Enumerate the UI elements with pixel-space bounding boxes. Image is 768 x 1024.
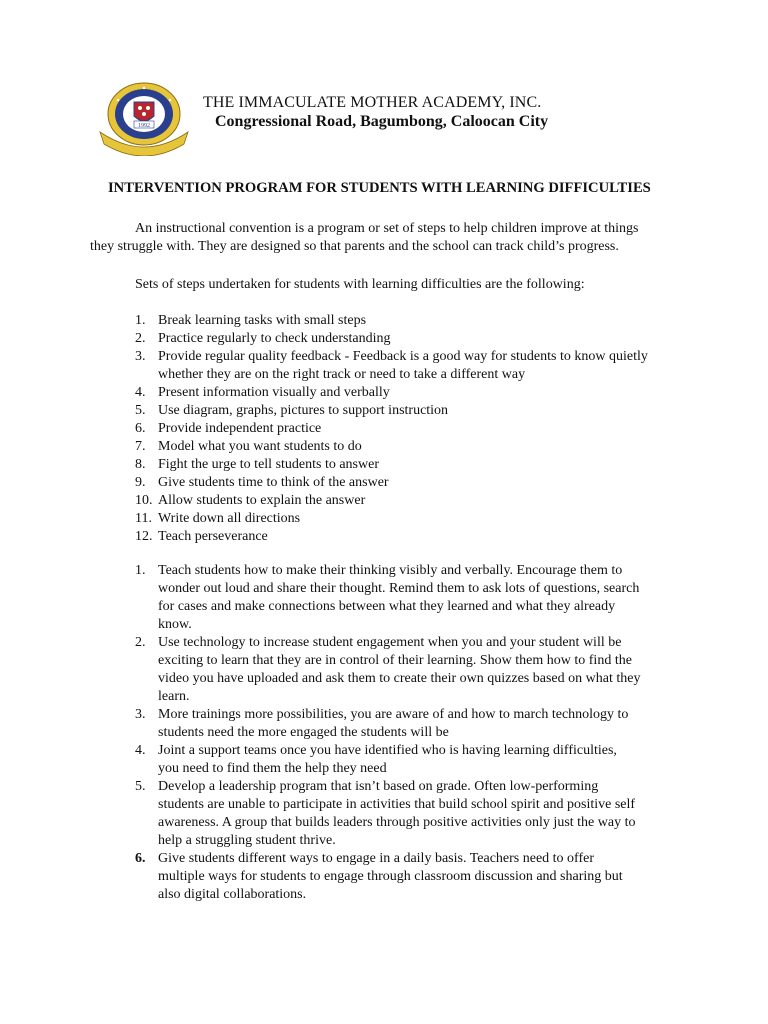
intro-paragraph	[90, 220, 690, 256]
item-text: Present information visually and verbally	[158, 385, 390, 400]
item-text: Break learning tasks with small steps	[158, 313, 367, 328]
item-number: 6.	[135, 421, 146, 436]
item-text: Fight the urge to tell students to answer	[158, 457, 379, 472]
item-text: Teach perseverance	[158, 529, 268, 544]
item-line: also digital collaborations.	[158, 887, 307, 902]
list-item	[135, 438, 670, 456]
item-line: Teach students how to make their thinking visibly and verbally. Encourage them to	[158, 563, 623, 578]
item-number: 1.	[135, 563, 146, 578]
list-item	[135, 562, 685, 634]
school-seal-logo	[96, 80, 192, 156]
item-number: 6.	[135, 851, 146, 866]
intro-line: they struggle with. They are designed so that parents and the school can track child’s progress.	[90, 239, 619, 254]
item-number: 12.	[135, 529, 153, 544]
item-number: 8.	[135, 457, 146, 472]
item-number: 3.	[135, 349, 146, 364]
list-item	[135, 384, 670, 402]
strategies-list	[135, 562, 685, 904]
document-title: INTERVENTION PROGRAM FOR STUDENTS WITH LEARNING DIFFICULTIES	[108, 180, 651, 196]
list-item	[135, 634, 685, 706]
list-item	[135, 510, 670, 528]
list-item	[135, 330, 670, 348]
list-item	[135, 420, 670, 438]
item-line: video you have uploaded and ask them to create their own quizzes based on what they	[158, 671, 641, 686]
steps-list	[135, 312, 670, 546]
item-number: 4.	[135, 385, 146, 400]
item-number: 5.	[135, 779, 146, 794]
item-line: Joint a support teams once you have identified who is having learning difficulties,	[158, 743, 617, 758]
item-text: Use diagram, graphs, pictures to support instruction	[158, 403, 449, 418]
item-number: 2.	[135, 331, 146, 346]
item-number: 1.	[135, 313, 146, 328]
school-name: THE IMMACULATE MOTHER ACADEMY, INC.	[203, 94, 542, 111]
list-item	[135, 312, 670, 330]
item-line: Use technology to increase student engagement when you and your student will be	[158, 635, 622, 650]
item-number: 4.	[135, 743, 146, 758]
item-text: Write down all directions	[158, 511, 301, 526]
item-text: Give students time to think of the answer	[158, 475, 389, 490]
item-text: Allow students to explain the answer	[158, 493, 366, 508]
item-line: Give students different ways to engage in a daily basis. Teachers need to offer	[158, 851, 594, 866]
item-line: learn.	[158, 689, 190, 704]
list-item	[135, 528, 670, 546]
list-item	[135, 348, 670, 384]
list-item	[135, 492, 670, 510]
item-number: 11.	[135, 511, 152, 526]
item-line: Develop a leadership program that isn’t based on grade. Often low-performing	[158, 779, 599, 794]
item-line: students need the more engaged the students will be	[158, 725, 449, 740]
item-line: awareness. A group that builds leaders through positive activities only just the way to	[158, 815, 636, 830]
list-item	[135, 778, 685, 850]
item-line: know.	[158, 617, 192, 632]
item-text: Model what you want students to do	[158, 439, 362, 454]
steps-lead-sentence: Sets of steps undertaken for students with learning difficulties are the following:	[135, 277, 585, 292]
svg-text:1992: 1992	[138, 123, 150, 129]
item-line: you need to find them the help they need	[158, 761, 387, 776]
seal-emblem-icon	[96, 80, 192, 156]
list-item	[135, 474, 670, 492]
list-item	[135, 742, 685, 778]
item-number: 9.	[135, 475, 146, 490]
item-number: 5.	[135, 403, 146, 418]
item-line: help a struggling student thrive.	[158, 833, 336, 848]
item-text: Provide regular quality feedback - Feedback is a good way for students to know quietly whether they are on the right track or need to take a different way	[158, 349, 648, 382]
item-text: Practice regularly to check understanding	[158, 331, 391, 346]
list-item	[135, 402, 670, 420]
item-number: 7.	[135, 439, 146, 454]
item-number: 10.	[135, 493, 153, 508]
item-line: multiple ways for students to engage through classroom discussion and sharing but	[158, 869, 623, 884]
list-item	[135, 706, 685, 742]
item-line: wonder out loud and share their thought. Remind them to ask lots of questions, search	[158, 581, 640, 596]
item-number: 2.	[135, 635, 146, 650]
item-line: students are unable to participate in activities that build school spirit and positive self	[158, 797, 636, 812]
school-address: Congressional Road, Bagumbong, Caloocan City	[215, 113, 549, 130]
list-item	[135, 850, 685, 904]
list-item	[135, 456, 670, 474]
item-line: More trainings more possibilities, you are aware of and how to march technology to	[158, 707, 629, 722]
item-line: exciting to learn that they are in control of their learning. Show them how to find the	[158, 653, 632, 668]
item-text: Provide independent practice	[158, 421, 322, 436]
item-number: 3.	[135, 707, 146, 722]
item-line: for cases and make connections between what they learned and what they already	[158, 599, 616, 614]
intro-line: An instructional convention is a program or set of steps to help children improve at things	[135, 221, 639, 236]
